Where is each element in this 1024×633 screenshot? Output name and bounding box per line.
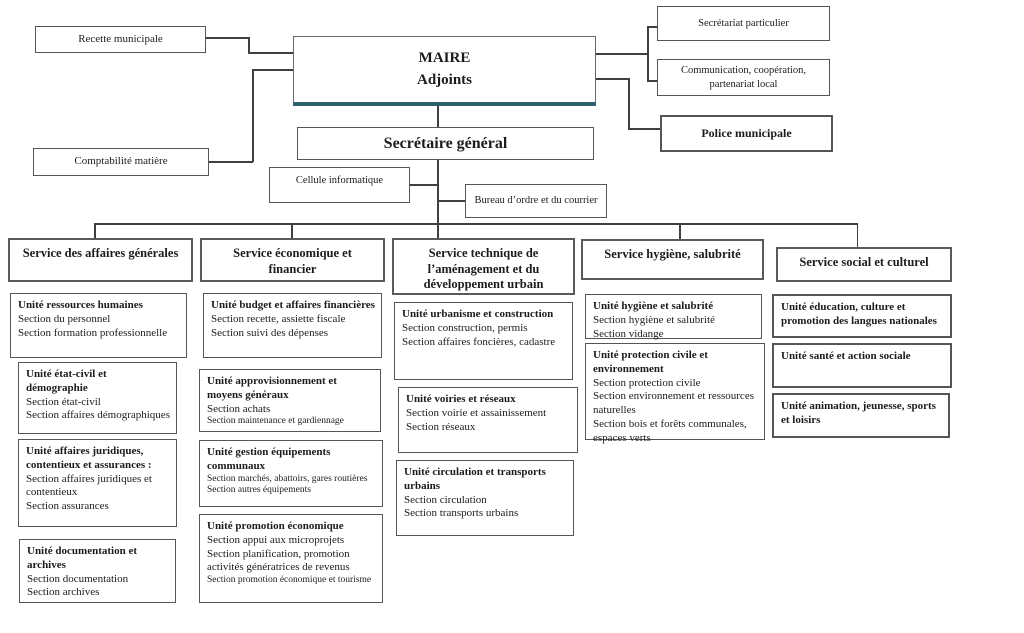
service-title: Service économique et financier xyxy=(233,246,352,276)
unit-section: Section réseaux xyxy=(406,420,476,433)
service-title: Service social et culturel xyxy=(799,255,929,269)
box-label: Cellule informatique xyxy=(295,175,384,186)
unit-section: Section protection civile xyxy=(593,376,701,389)
box-label: Secrétaire général xyxy=(383,134,508,152)
box-label: Bureau d’ordre et du courrier xyxy=(474,195,598,207)
unit-section: Section achats xyxy=(207,402,271,415)
unit-section: Section voirie et assainissement xyxy=(406,406,547,419)
box-comptabilite-matiere xyxy=(33,148,209,176)
connector-line xyxy=(437,200,466,202)
connector-line xyxy=(248,52,294,54)
unit-box-approvisionnement-moyens-generaux xyxy=(199,369,381,432)
connector-line xyxy=(252,69,254,162)
connector-line xyxy=(206,37,248,39)
box-label: Secrétariat particulier xyxy=(698,17,789,29)
box-secretaire-general xyxy=(297,127,594,160)
unit-box-education-culture-langues xyxy=(772,294,952,338)
unit-box-animation-jeunesse-sports xyxy=(772,393,950,438)
unit-section: Section vidange xyxy=(593,327,664,340)
unit-section: Section appui aux microprojets xyxy=(207,533,345,546)
box-maire-adjoints xyxy=(293,36,596,106)
connector-line xyxy=(628,78,630,129)
unit-title: Unité protection civile et environnement xyxy=(593,349,708,375)
box-bureau-ordre-courrier xyxy=(465,184,607,218)
unit-box-urbanisme-construction xyxy=(394,302,573,380)
connector-line xyxy=(595,53,647,55)
connector-line xyxy=(248,37,250,53)
unit-box-promotion-economique xyxy=(199,514,383,603)
unit-title: Unité urbanisme et construction xyxy=(402,308,554,320)
unit-title: Unité voiries et réseaux xyxy=(406,393,516,405)
box-label: Communication, coopération, partenariat local xyxy=(680,65,807,90)
connector-line xyxy=(94,223,858,225)
unit-section: Section formation professionnelle xyxy=(18,326,168,339)
unit-section: Section suivi des dépenses xyxy=(211,326,329,339)
unit-title: Unité santé et action sociale xyxy=(781,350,911,362)
service-title: Service des affaires générales xyxy=(22,246,179,260)
unit-section: Section affaires foncières, cadastre xyxy=(402,335,556,348)
service-header-social-culturel xyxy=(776,247,952,282)
connector-line xyxy=(209,161,253,163)
box-secretariat-particulier xyxy=(657,6,830,41)
service-header-economique-financier xyxy=(200,238,385,282)
unit-box-gestion-equipements-communaux xyxy=(199,440,383,507)
service-header-hygiene-salubrite xyxy=(581,239,764,280)
unit-box-hygiene-salubrite xyxy=(585,294,762,339)
unit-section: Section circulation xyxy=(404,493,487,506)
connector-line xyxy=(252,69,294,71)
unit-title: Unité circulation et transports urbains xyxy=(404,466,546,492)
unit-box-voiries-reseaux xyxy=(398,387,578,453)
unit-box-sante-action-sociale xyxy=(772,343,952,388)
box-police-municipale xyxy=(660,115,833,152)
unit-section: Section archives xyxy=(27,586,100,599)
unit-title: Unité documentation et archives xyxy=(27,545,137,571)
unit-box-circulation-transports xyxy=(396,460,574,536)
unit-title: Unité gestion équipements communaux xyxy=(207,446,331,472)
unit-section: Section hygiène et salubrité xyxy=(593,313,715,326)
connector-line xyxy=(437,105,439,128)
box-recette-municipale xyxy=(35,26,206,53)
unit-section: Section recette, assiette fiscale xyxy=(211,312,346,325)
unit-title: Unité ressources humaines xyxy=(18,299,143,311)
unit-title: Unité budget et affaires financières xyxy=(211,299,375,311)
unit-box-budget-affaires-financieres xyxy=(203,293,382,358)
unit-box-protection-civile-environnement xyxy=(585,343,765,444)
connector-line xyxy=(857,223,859,248)
box-label: Police municipale xyxy=(701,126,792,140)
connector-line xyxy=(628,128,661,130)
unit-section: Section état-civil xyxy=(26,395,101,408)
box-communication-cooperation xyxy=(657,59,830,96)
unit-title: Unité hygiène et salubrité xyxy=(593,300,714,312)
unit-section: Section environnement et ressources naturelles xyxy=(593,390,754,416)
service-header-technique-urbain xyxy=(392,238,575,295)
unit-title: Unité éducation, culture et promotion des langues nationales xyxy=(781,301,937,327)
maire-title: MAIRE xyxy=(418,49,471,66)
unit-section: Section bois et forêts communales, espaces verts xyxy=(593,417,747,444)
unit-section: Section affaires démographiques xyxy=(26,409,170,422)
unit-title: Unité approvisionnement et moyens généraux xyxy=(207,375,337,401)
unit-title: Unité affaires juridiques, contentieux et assurances : xyxy=(26,445,152,471)
unit-section: Section planification, promotion activités génératrices de revenus xyxy=(207,547,350,574)
connector-line xyxy=(647,26,649,81)
unit-box-affaires-juridiques xyxy=(18,439,177,527)
service-header-affaires-generales xyxy=(8,238,193,282)
connector-line xyxy=(595,78,629,80)
unit-section: Section promotion économique et tourisme xyxy=(207,575,372,585)
unit-section: Section assurances xyxy=(26,500,109,512)
box-cellule-informatique xyxy=(269,167,410,203)
service-title: Service hygiène, salubrité xyxy=(604,247,741,261)
unit-section: Section transports urbains xyxy=(404,507,519,520)
connector-line xyxy=(679,223,681,240)
unit-title: Unité animation, jeunesse, sports et loisirs xyxy=(781,400,936,426)
box-label: Recette municipale xyxy=(78,32,163,45)
unit-section: Section documentation xyxy=(27,572,129,585)
unit-section: Section autres équipements xyxy=(207,485,311,496)
box-label: Comptabilité matière xyxy=(74,155,168,168)
unit-section: Section affaires juridiques et contentieux xyxy=(26,472,152,499)
connector-line xyxy=(291,223,293,239)
unit-title: Unité état-civil et démographie xyxy=(26,368,107,394)
maire-subtitle: Adjoints xyxy=(416,71,472,88)
unit-section: Section du personnel xyxy=(18,312,111,325)
unit-section: Section marchés, abattoirs, gares routières xyxy=(207,473,368,484)
unit-box-documentation-archives xyxy=(19,539,176,603)
unit-section: Section maintenance et gardiennage xyxy=(207,416,344,427)
unit-box-etat-civil-demographie xyxy=(18,362,177,434)
connector-line xyxy=(409,184,438,186)
unit-title: Unité promotion économique xyxy=(207,520,344,532)
unit-section: Section construction, permis xyxy=(402,321,528,334)
service-title: Service technique de l’aménagement et du développement urbain xyxy=(423,246,544,292)
unit-box-ressources-humaines xyxy=(10,293,187,358)
connector-line xyxy=(94,223,96,239)
